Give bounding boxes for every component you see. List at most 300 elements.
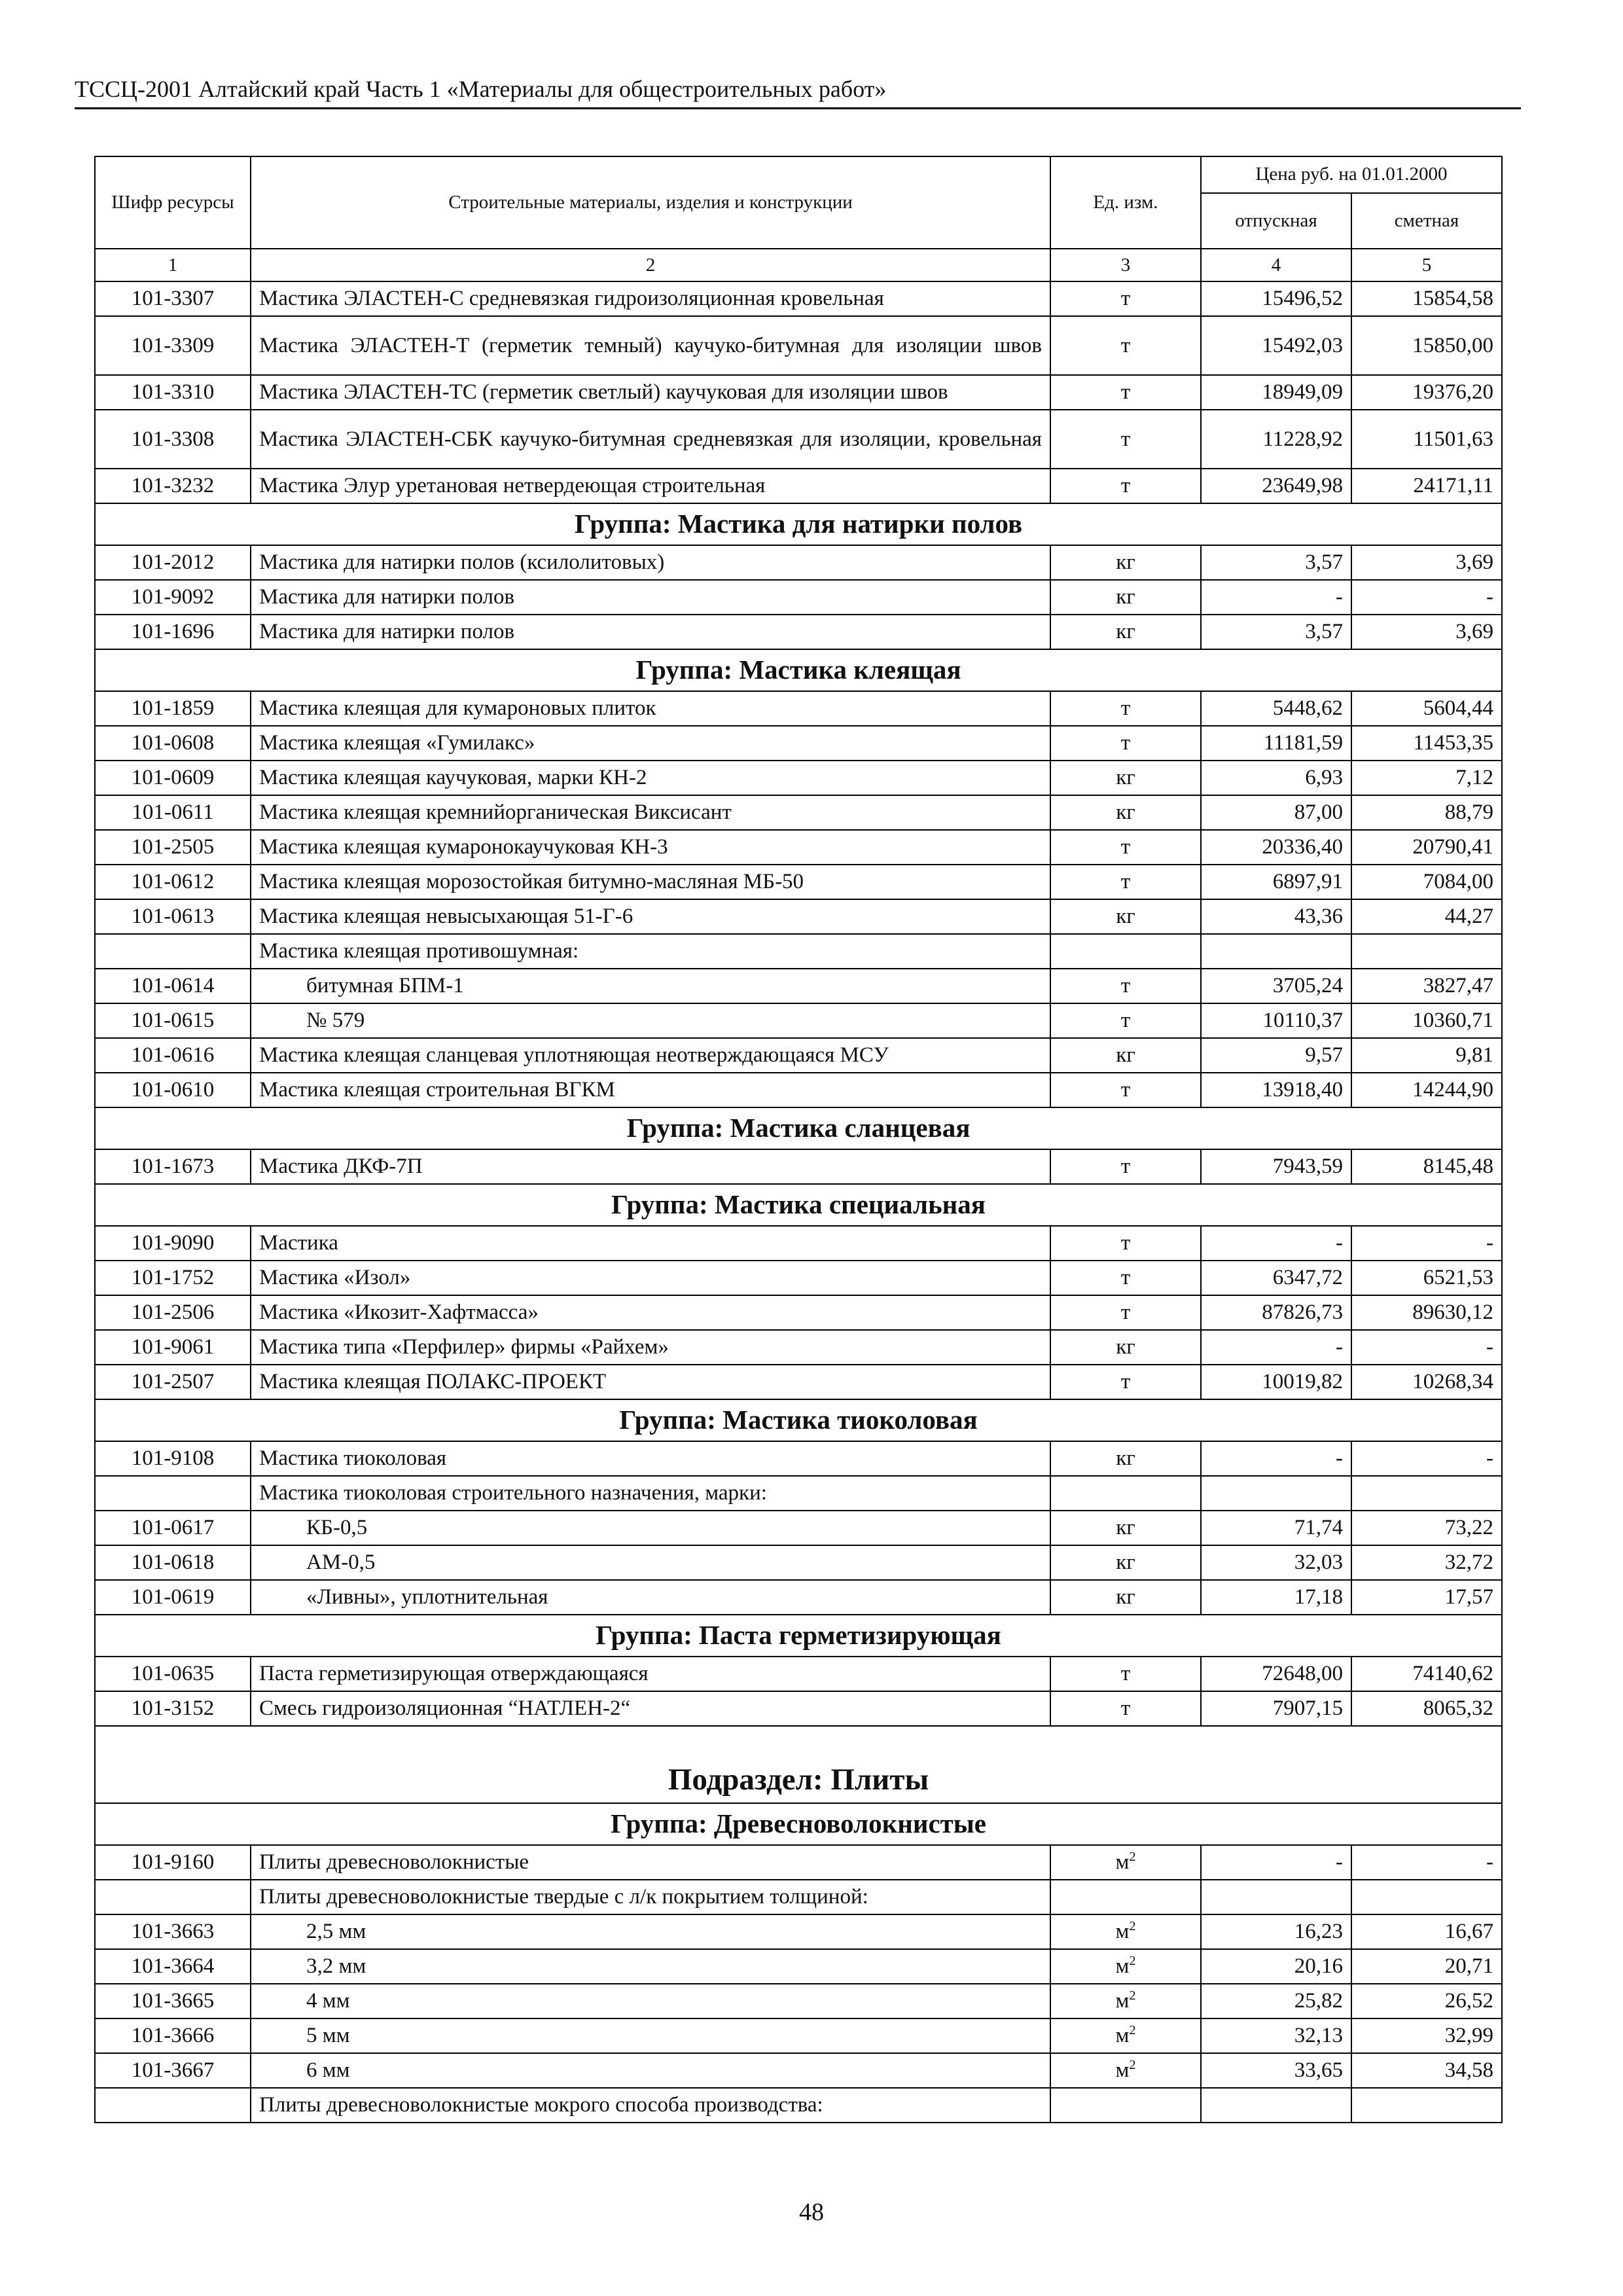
table-row	[95, 1949, 1502, 1984]
unit-of-measure	[1050, 580, 1201, 615]
estimate-price: 74140,62	[1351, 1657, 1502, 1691]
material-name: Паста герметизирующая отверждающаяся	[251, 1657, 1050, 1691]
unit-of-measure	[1050, 1330, 1201, 1365]
group-heading-row	[95, 503, 1502, 545]
unit-of-measure	[1050, 410, 1201, 469]
table-row	[95, 1073, 1502, 1107]
estimate-price: 15854,58	[1351, 281, 1502, 316]
resource-code: 101-2012	[95, 545, 251, 580]
header-price: Цена руб. на 01.01.2000	[1201, 156, 1502, 193]
column-number: 1	[95, 249, 251, 281]
unit-of-measure	[1050, 1073, 1201, 1107]
price-cell-empty	[1351, 934, 1502, 969]
subheading-label: Мастика клеящая противошумная:	[251, 934, 1050, 969]
unit-cell-empty	[1050, 1880, 1201, 1914]
release-price: 43,36	[1201, 899, 1351, 934]
release-price: 32,13	[1201, 2018, 1351, 2053]
estimate-price: -	[1351, 1226, 1502, 1261]
subheading-row	[95, 1476, 1502, 1511]
price-cell-empty	[1201, 1476, 1351, 1511]
estimate-price: 89630,12	[1351, 1295, 1502, 1330]
resource-code: 101-0613	[95, 899, 251, 934]
resource-code: 101-3663	[95, 1914, 251, 1949]
estimate-price: 26,52	[1351, 1984, 1502, 2018]
unit-label: кг	[1116, 1043, 1135, 1067]
group-heading-row	[95, 1107, 1502, 1149]
table-row	[95, 1226, 1502, 1261]
release-price: 15496,52	[1201, 281, 1351, 316]
unit-label: кг	[1116, 1335, 1135, 1359]
unit-superscript: 2	[1129, 2058, 1136, 2073]
resource-code: 101-0611	[95, 795, 251, 830]
group-heading-row	[95, 649, 1502, 691]
table-row	[95, 615, 1502, 649]
table-row	[95, 1038, 1502, 1073]
unit-of-measure	[1050, 761, 1201, 795]
table-row	[95, 1441, 1502, 1476]
column-number: 5	[1351, 249, 1502, 281]
resource-code: 101-9090	[95, 1226, 251, 1261]
table-row	[95, 1691, 1502, 1726]
group-heading: Группа: Мастика для натирки полов	[95, 503, 1502, 545]
table-row	[95, 1545, 1502, 1580]
material-name: АМ-0,5	[251, 1545, 1050, 1580]
resource-code: 101-0618	[95, 1545, 251, 1580]
unit-of-measure	[1050, 1149, 1201, 1184]
table-row	[95, 1657, 1502, 1691]
resource-code: 101-3309	[95, 316, 251, 375]
resource-code: 101-3666	[95, 2018, 251, 2053]
group-heading: Группа: Паста герметизирующая	[95, 1615, 1502, 1657]
material-name: Мастика клеящая «Гумилакс»	[251, 726, 1050, 761]
unit-of-measure	[1050, 281, 1201, 316]
unit-of-measure	[1050, 375, 1201, 410]
unit-label: т	[1120, 1696, 1131, 1721]
resource-code: 101-1859	[95, 691, 251, 726]
estimate-price: 11453,35	[1351, 726, 1502, 761]
material-name: Мастика для натирки полов	[251, 615, 1050, 649]
material-name: «Ливны», уплотнительная	[251, 1580, 1050, 1615]
release-price: 10110,37	[1201, 1003, 1351, 1038]
unit-of-measure	[1050, 1545, 1201, 1580]
subheading-label: Плиты древесноволокнистые мокрого способа производства:	[251, 2088, 1050, 2123]
resource-code: 101-0617	[95, 1511, 251, 1545]
material-name: Мастика клеящая невысыхающая 51-Г-6	[251, 899, 1050, 934]
table-row	[95, 410, 1502, 469]
unit-label: кг	[1116, 585, 1135, 609]
estimate-price: -	[1351, 1845, 1502, 1880]
material-name: Мастика клеящая сланцевая уплотняющая неотверждающаяся МСУ	[251, 1038, 1050, 1073]
table-row	[95, 469, 1502, 503]
table-row	[95, 1261, 1502, 1295]
table-row	[95, 1330, 1502, 1365]
unit-of-measure	[1050, 969, 1201, 1003]
estimate-price: -	[1351, 1441, 1502, 1476]
table-row	[95, 761, 1502, 795]
unit-of-measure	[1050, 1914, 1201, 1949]
price-cell-empty	[1351, 1880, 1502, 1914]
unit-of-measure	[1050, 316, 1201, 375]
table-row	[95, 1845, 1502, 1880]
material-name: Мастика клеящая кремнийорганическая Виксисант	[251, 795, 1050, 830]
unit-superscript: 2	[1129, 1850, 1136, 1865]
code-cell-empty	[95, 934, 251, 969]
material-name: Мастика «Изол»	[251, 1261, 1050, 1295]
estimate-price: 88,79	[1351, 795, 1502, 830]
estimate-price: 7084,00	[1351, 865, 1502, 899]
table-row	[95, 1580, 1502, 1615]
release-price: 72648,00	[1201, 1657, 1351, 1691]
code-cell-empty	[95, 1880, 251, 1914]
unit-of-measure	[1050, 1691, 1201, 1726]
unit-label: т	[1120, 1155, 1131, 1179]
group-heading: Группа: Древесноволокнистые	[95, 1803, 1502, 1845]
resource-code: 101-0635	[95, 1657, 251, 1691]
resource-code: 101-0615	[95, 1003, 251, 1038]
column-number: 2	[251, 249, 1050, 281]
material-name: Мастика ДКФ-7П	[251, 1149, 1050, 1184]
unit-superscript: 2	[1129, 1988, 1136, 2003]
table-row	[95, 1511, 1502, 1545]
resource-code: 101-3664	[95, 1949, 251, 1984]
estimate-price: 44,27	[1351, 899, 1502, 934]
resource-code: 101-2505	[95, 830, 251, 865]
unit-of-measure	[1050, 795, 1201, 830]
unit-label: т	[1120, 1231, 1131, 1255]
unit-label: т	[1120, 1662, 1131, 1686]
unit-label: кг	[1116, 1516, 1135, 1540]
estimate-price: 9,81	[1351, 1038, 1502, 1073]
estimate-price: 20,71	[1351, 1949, 1502, 1984]
resource-code: 101-0616	[95, 1038, 251, 1073]
resource-code: 101-1696	[95, 615, 251, 649]
column-number: 4	[1201, 249, 1351, 281]
release-price: 87826,73	[1201, 1295, 1351, 1330]
unit-label: м	[1115, 1850, 1130, 1874]
material-name: Мастика «Икозит-Хафтмасса»	[251, 1295, 1050, 1330]
unit-of-measure	[1050, 1365, 1201, 1399]
release-price: 6347,72	[1201, 1261, 1351, 1295]
group-heading-row	[95, 1615, 1502, 1657]
unit-label: т	[1120, 835, 1131, 859]
resource-code: 101-2507	[95, 1365, 251, 1399]
material-name: КБ-0,5	[251, 1511, 1050, 1545]
release-price: 7907,15	[1201, 1691, 1351, 1726]
estimate-price: 16,67	[1351, 1914, 1502, 1949]
release-price: 16,23	[1201, 1914, 1351, 1949]
release-price: 11181,59	[1201, 726, 1351, 761]
material-name: Мастика	[251, 1226, 1050, 1261]
subsection-heading-row	[95, 1726, 1502, 1803]
estimate-price: 3,69	[1351, 615, 1502, 649]
release-price: -	[1201, 1845, 1351, 1880]
resource-code: 101-1673	[95, 1149, 251, 1184]
table-row	[95, 281, 1502, 316]
unit-label: м	[1115, 1920, 1130, 1944]
resource-code: 101-9108	[95, 1441, 251, 1476]
resource-code: 101-3310	[95, 375, 251, 410]
unit-of-measure	[1050, 691, 1201, 726]
unit-superscript: 2	[1129, 1919, 1136, 1934]
resource-code: 101-0608	[95, 726, 251, 761]
header-estimate-price: сметная	[1351, 193, 1502, 249]
subsection-heading: Подраздел: Плиты	[95, 1726, 1502, 1803]
unit-label: т	[1120, 1266, 1131, 1290]
material-name: Мастика ЭЛАСТЕН-ТС (герметик светлый) каучуковая для изоляции швов	[251, 375, 1050, 410]
resource-code: 101-0612	[95, 865, 251, 899]
unit-label: т	[1120, 1078, 1131, 1102]
release-price: -	[1201, 1226, 1351, 1261]
table-row	[95, 2053, 1502, 2088]
page-number: 48	[799, 2198, 824, 2226]
unit-label: т	[1120, 1300, 1131, 1325]
estimate-price: 8145,48	[1351, 1149, 1502, 1184]
table-row	[95, 1984, 1502, 2018]
estimate-price: 11501,63	[1351, 410, 1502, 469]
release-price: 7943,59	[1201, 1149, 1351, 1184]
price-table	[94, 156, 1503, 2123]
unit-cell-empty	[1050, 2088, 1201, 2123]
column-number: 3	[1050, 249, 1201, 281]
group-heading: Группа: Мастика сланцевая	[95, 1107, 1502, 1149]
unit-label: кг	[1116, 1551, 1135, 1575]
estimate-price: 7,12	[1351, 761, 1502, 795]
table-row	[95, 795, 1502, 830]
unit-label: кг	[1116, 550, 1135, 575]
estimate-price: 19376,20	[1351, 375, 1502, 410]
resource-code: 101-2506	[95, 1295, 251, 1330]
unit-label: т	[1120, 427, 1131, 451]
unit-of-measure	[1050, 545, 1201, 580]
release-price: 23649,98	[1201, 469, 1351, 503]
table-row	[95, 899, 1502, 934]
unit-of-measure	[1050, 1295, 1201, 1330]
unit-of-measure	[1050, 865, 1201, 899]
group-heading-row	[95, 1803, 1502, 1845]
release-price: 15492,03	[1201, 316, 1351, 375]
unit-label: кг	[1116, 800, 1135, 825]
release-price: 5448,62	[1201, 691, 1351, 726]
release-price: 13918,40	[1201, 1073, 1351, 1107]
table-row	[95, 545, 1502, 580]
estimate-price: 8065,32	[1351, 1691, 1502, 1726]
release-price: 32,03	[1201, 1545, 1351, 1580]
unit-label: т	[1120, 974, 1131, 998]
header-unit: Ед. изм.	[1050, 156, 1201, 249]
resource-code: 101-0619	[95, 1580, 251, 1615]
group-heading-row	[95, 1184, 1502, 1226]
material-name: 4 мм	[251, 1984, 1050, 2018]
subheading-row	[95, 2088, 1502, 2123]
unit-of-measure	[1050, 1984, 1201, 2018]
release-price: 20336,40	[1201, 830, 1351, 865]
code-cell-empty	[95, 1476, 251, 1511]
unit-label: т	[1120, 474, 1131, 498]
material-name: Мастика клеящая для кумароновых плиток	[251, 691, 1050, 726]
unit-superscript: 2	[1129, 1954, 1136, 1969]
table-row	[95, 580, 1502, 615]
release-price: 3,57	[1201, 545, 1351, 580]
price-cell-empty	[1201, 1880, 1351, 1914]
estimate-price: 17,57	[1351, 1580, 1502, 1615]
unit-label: т	[1120, 333, 1131, 357]
resource-code: 101-3665	[95, 1984, 251, 2018]
release-price: -	[1201, 1330, 1351, 1365]
table-row	[95, 1003, 1502, 1038]
table-row	[95, 691, 1502, 726]
material-name: Мастика ЭЛАСТЕН-СБК каучуко-битумная средневязкая для изоляции, кровельная	[251, 410, 1050, 469]
unit-of-measure	[1050, 1949, 1201, 1984]
unit-of-measure	[1050, 830, 1201, 865]
resource-code: 101-9160	[95, 1845, 251, 1880]
price-cell-empty	[1351, 2088, 1502, 2123]
estimate-price: 10360,71	[1351, 1003, 1502, 1038]
unit-superscript: 2	[1129, 2023, 1136, 2038]
material-name: Мастика для натирки полов (ксилолитовых)	[251, 545, 1050, 580]
unit-of-measure	[1050, 469, 1201, 503]
estimate-price: 3,69	[1351, 545, 1502, 580]
resource-code: 101-0610	[95, 1073, 251, 1107]
estimate-price: 73,22	[1351, 1511, 1502, 1545]
table-row	[95, 830, 1502, 865]
release-price: 87,00	[1201, 795, 1351, 830]
table-row	[95, 375, 1502, 410]
material-name: Смесь гидроизоляционная “НАТЛЕН-2“	[251, 1691, 1050, 1726]
material-name: 2,5 мм	[251, 1914, 1050, 1949]
material-name: 6 мм	[251, 2053, 1050, 2088]
release-price: 71,74	[1201, 1511, 1351, 1545]
release-price: 18949,09	[1201, 375, 1351, 410]
subheading-label: Плиты древесноволокнистые твердые с л/к покрытием толщиной:	[251, 1880, 1050, 1914]
unit-label: м	[1115, 1989, 1130, 2013]
unit-cell-empty	[1050, 1476, 1201, 1511]
material-name: Мастика клеящая кумаронокаучуковая КН-3	[251, 830, 1050, 865]
unit-of-measure	[1050, 1003, 1201, 1038]
group-heading-row	[95, 1399, 1502, 1441]
resource-code: 101-3307	[95, 281, 251, 316]
estimate-price: -	[1351, 580, 1502, 615]
material-name: Мастика клеящая каучуковая, марки КН-2	[251, 761, 1050, 795]
estimate-price: 14244,90	[1351, 1073, 1502, 1107]
table-row	[95, 865, 1502, 899]
unit-of-measure	[1050, 615, 1201, 649]
unit-label: кг	[1116, 620, 1135, 644]
estimate-price: 3827,47	[1351, 969, 1502, 1003]
estimate-price: 6521,53	[1351, 1261, 1502, 1295]
release-price: -	[1201, 1441, 1351, 1476]
unit-of-measure	[1050, 1038, 1201, 1073]
header-rule	[75, 107, 1521, 109]
release-price: 11228,92	[1201, 410, 1351, 469]
group-heading: Группа: Мастика специальная	[95, 1184, 1502, 1226]
table-row	[95, 2018, 1502, 2053]
unit-label: м	[1115, 2024, 1130, 2048]
material-name: Мастика ЭЛАСТЕН-С средневязкая гидроизоляционная кровельная	[251, 281, 1050, 316]
unit-label: кг	[1116, 766, 1135, 790]
material-name: Мастика для натирки полов	[251, 580, 1050, 615]
unit-label: т	[1120, 287, 1131, 311]
release-price: 33,65	[1201, 2053, 1351, 2088]
unit-label: т	[1120, 696, 1131, 721]
subheading-row	[95, 934, 1502, 969]
release-price: 3,57	[1201, 615, 1351, 649]
subheading-label: Мастика тиоколовая строительного назначения, марки:	[251, 1476, 1050, 1511]
resource-code: 101-9092	[95, 580, 251, 615]
unit-of-measure	[1050, 1657, 1201, 1691]
header-materials: Строительные материалы, изделия и конструкции	[251, 156, 1050, 249]
material-name: 3,2 мм	[251, 1949, 1050, 1984]
unit-label: т	[1120, 731, 1131, 755]
resource-code: 101-3667	[95, 2053, 251, 2088]
table-row	[95, 969, 1502, 1003]
unit-label: т	[1120, 1009, 1131, 1033]
unit-label: кг	[1116, 1446, 1135, 1471]
resource-code: 101-3232	[95, 469, 251, 503]
price-cell-empty	[1201, 934, 1351, 969]
resource-code: 101-0614	[95, 969, 251, 1003]
unit-of-measure	[1050, 1441, 1201, 1476]
material-name: Мастика ЭЛАСТЕН-Т (герметик темный) каучуко-битумная для изоляции швов	[251, 316, 1050, 375]
material-name: № 579	[251, 1003, 1050, 1038]
unit-of-measure	[1050, 1261, 1201, 1295]
header-code: Шифр ресурсы	[95, 156, 251, 249]
estimate-price: 10268,34	[1351, 1365, 1502, 1399]
subheading-row	[95, 1880, 1502, 1914]
release-price: 3705,24	[1201, 969, 1351, 1003]
unit-label: т	[1120, 1370, 1131, 1394]
code-cell-empty	[95, 2088, 251, 2123]
material-name: Мастика клеящая морозостойкая битумно-масляная МБ-50	[251, 865, 1050, 899]
price-cell-empty	[1351, 1476, 1502, 1511]
unit-label: кг	[1116, 905, 1135, 929]
material-name: Мастика клеящая ПОЛАКС-ПРОЕКТ	[251, 1365, 1050, 1399]
unit-label: кг	[1116, 1585, 1135, 1609]
unit-label: т	[1120, 870, 1131, 894]
material-name: Мастика тиоколовая	[251, 1441, 1050, 1476]
estimate-price: 15850,00	[1351, 316, 1502, 375]
release-price: 6897,91	[1201, 865, 1351, 899]
material-name: Плиты древесноволокнистые	[251, 1845, 1050, 1880]
unit-label: м	[1115, 1954, 1130, 1979]
estimate-price: 20790,41	[1351, 830, 1502, 865]
material-name: Мастика типа «Перфилер» фирмы «Райхем»	[251, 1330, 1050, 1365]
unit-of-measure	[1050, 726, 1201, 761]
release-price: 25,82	[1201, 1984, 1351, 2018]
resource-code: 101-0609	[95, 761, 251, 795]
release-price: 20,16	[1201, 1949, 1351, 1984]
estimate-price: -	[1351, 1330, 1502, 1365]
unit-of-measure	[1050, 1580, 1201, 1615]
table-row	[95, 1149, 1502, 1184]
material-name: Мастика Элур уретановая нетвердеющая строительная	[251, 469, 1050, 503]
material-name: 5 мм	[251, 2018, 1050, 2053]
table-row	[95, 1914, 1502, 1949]
release-price: 6,93	[1201, 761, 1351, 795]
estimate-price: 32,99	[1351, 2018, 1502, 2053]
unit-of-measure	[1050, 1226, 1201, 1261]
release-price: 17,18	[1201, 1580, 1351, 1615]
estimate-price: 5604,44	[1351, 691, 1502, 726]
running-header: ТССЦ-2001 Алтайский край Часть 1 «Материалы для общестроительных работ»	[75, 76, 887, 102]
unit-label: т	[1120, 380, 1131, 404]
material-name: Мастика клеящая строительная ВГКМ	[251, 1073, 1050, 1107]
unit-of-measure	[1050, 899, 1201, 934]
header-release-price: отпускная	[1201, 193, 1351, 249]
release-price: -	[1201, 580, 1351, 615]
unit-of-measure	[1050, 2053, 1201, 2088]
table-row	[95, 726, 1502, 761]
release-price: 10019,82	[1201, 1365, 1351, 1399]
